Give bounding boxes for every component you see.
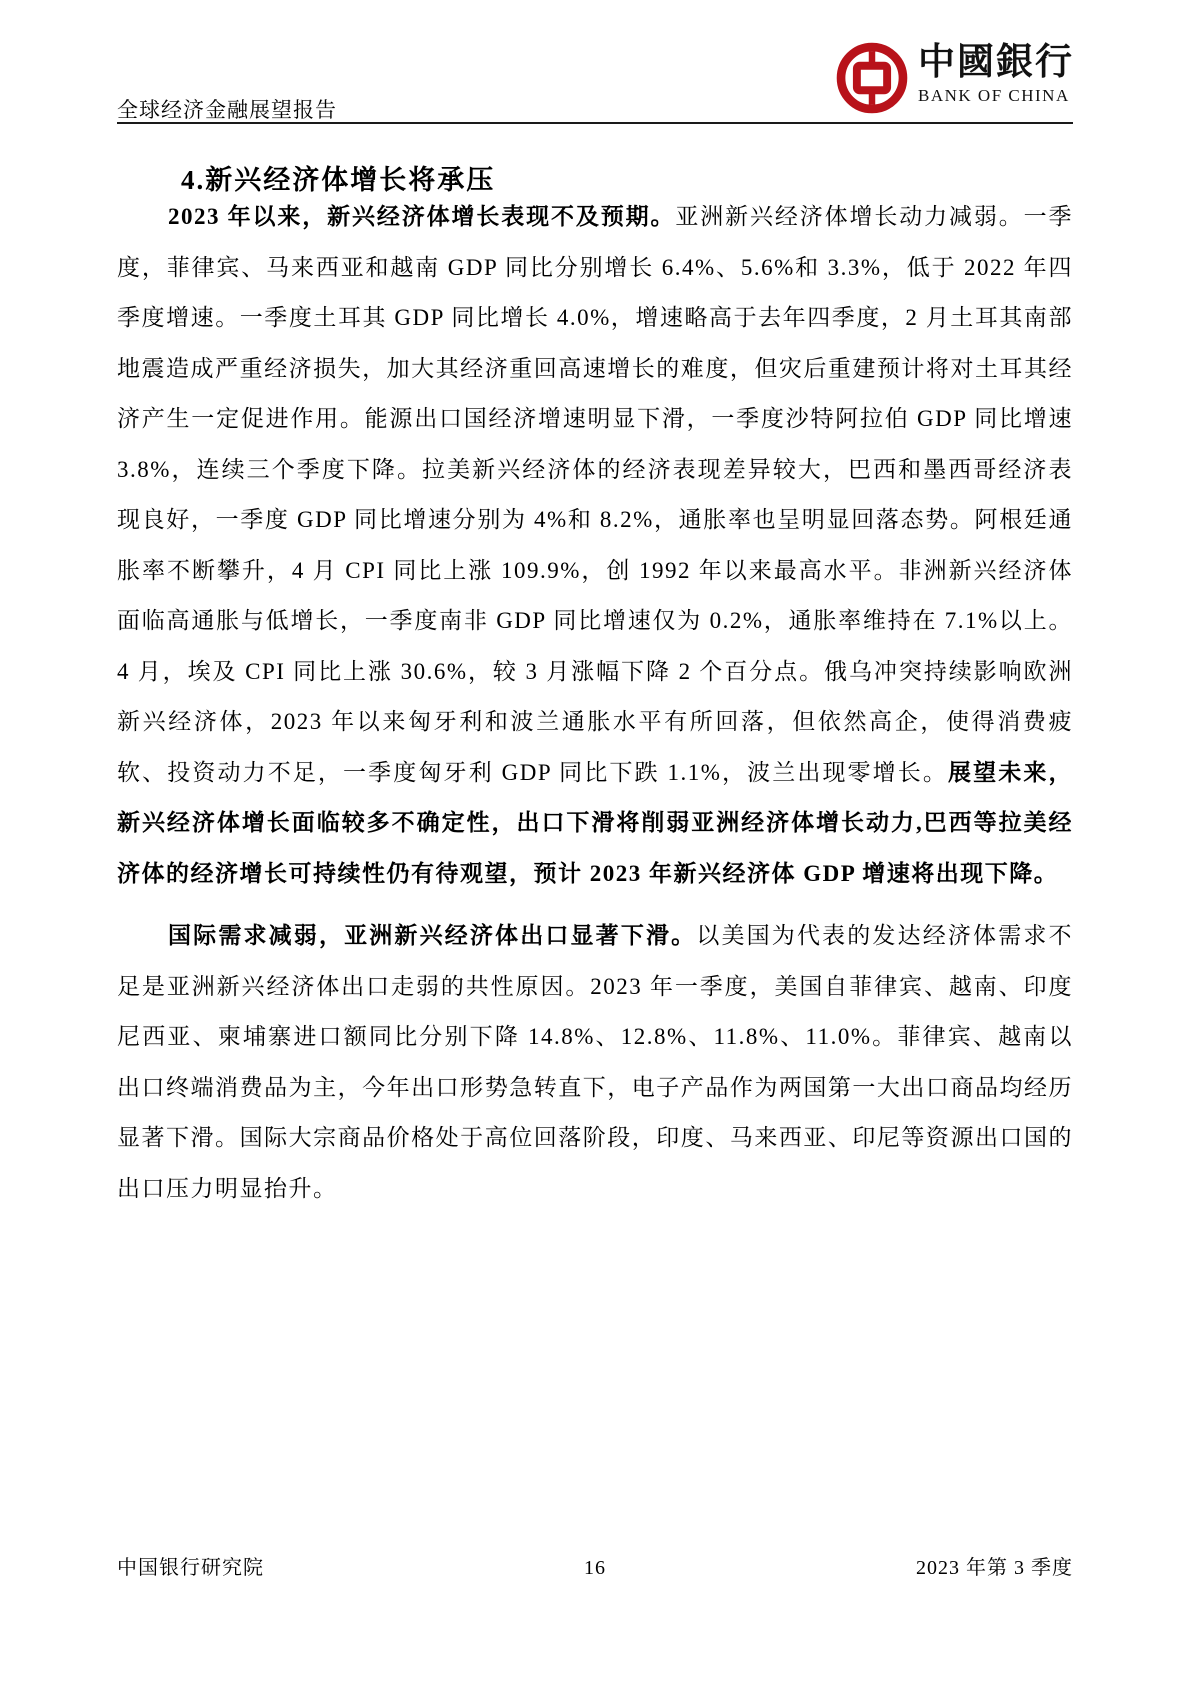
report-title: 全球经济金融展望报告 xyxy=(117,98,337,122)
footer-page-number: 16 xyxy=(584,1557,606,1579)
paragraph xyxy=(117,192,1073,899)
boc-logo-cn-name: 中國銀行 xyxy=(918,42,1074,83)
footer-institution: 中国银行研究院 xyxy=(117,1557,264,1579)
text-run: 亚洲新兴经济体增长动力减弱。一季度，菲律宾、马来西亚和越南 GDP 同比分别增长 6.4%、5.6%和 3.3%，低于 2022 年四季度增速。一季度土耳其 GDP 同比增长 4.0%，增速略高于去年四季度，2 月土耳其南部地震造成严重经济损失，加大其经济重回高速增长的难度，但灾后重建预计将对土耳其经济产生一定促进作用。能源出口国经济增速明显下滑，一季度沙特阿拉伯 GDP 同比增速 3.8%，连续三个季度下降。拉美新兴经济体的经济表现差异较大，巴西和墨西哥经济表现良好，一季度 GDP 同比增速分别为 4%和 8.2%，通胀率也呈明显回落态势。阿根廷通胀率不断攀升，4 月 CPI 同比上涨 109.9%，创 1992 年以来最高水平。非洲新兴经济体面临高通胀与低增长，一季度南非 GDP 同比增速仅为 0.2%，通胀率维持在 7.1%以上。4 月，埃及 CPI 同比上涨 30.6%，较 3 月涨幅下降 2 个百分点。俄乌冲突持续影响欧洲新兴经济体，2023 年以来匈牙利和波兰通胀水平有所回落，但依然高企，使得消费疲软、投资动力不足，一季度匈牙利 GDP 同比下跌 1.1%，波兰出现零增长。 xyxy=(117,204,1073,785)
footer-issue: 2023 年第 3 季度 xyxy=(916,1557,1073,1579)
paragraph xyxy=(117,911,1073,1214)
boc-logo xyxy=(836,42,1074,114)
text-run: 2023 年以来，新兴经济体增长表现不及预期。 xyxy=(168,204,676,229)
boc-logo-en-name: BANK OF CHINA xyxy=(918,85,1070,105)
body-text xyxy=(117,192,1073,1214)
boc-emblem-icon xyxy=(836,42,908,114)
page-footer xyxy=(117,1551,1073,1580)
section-heading: 4.新兴经济体增长将承压 xyxy=(181,165,496,196)
text-run: 以美国为代表的发达经济体需求不足是亚洲新兴经济体出口走弱的共性原因。2023 年一季度，美国自菲律宾、越南、印度尼西亚、柬埔寨进口额同比分别下降 14.8%、12.8%、11.8%、11.0%。菲律宾、越南以出口终端消费品为主，今年出口形势急转直下，电子产品作为两国第一大出口商品均经历显著下滑。国际大宗商品价格处于高位回落阶段，印度、马来西亚、印尼等资源出口国的出口压力明显抬升。 xyxy=(117,923,1074,1201)
boc-logo-text xyxy=(918,42,1074,106)
text-run: 展望未来，新兴经济体增长面临较多不确定性，出口下滑将削弱亚洲经济体增长动力,巴西等拉美经济体的经济增长可持续性仍有待观望，预计 2023 年新兴经济体 GDP 增速将出现下降。 xyxy=(117,759,1073,886)
header-divider xyxy=(117,122,1073,124)
text-run: 国际需求减弱，亚洲新兴经济体出口显著下滑。 xyxy=(168,923,697,948)
